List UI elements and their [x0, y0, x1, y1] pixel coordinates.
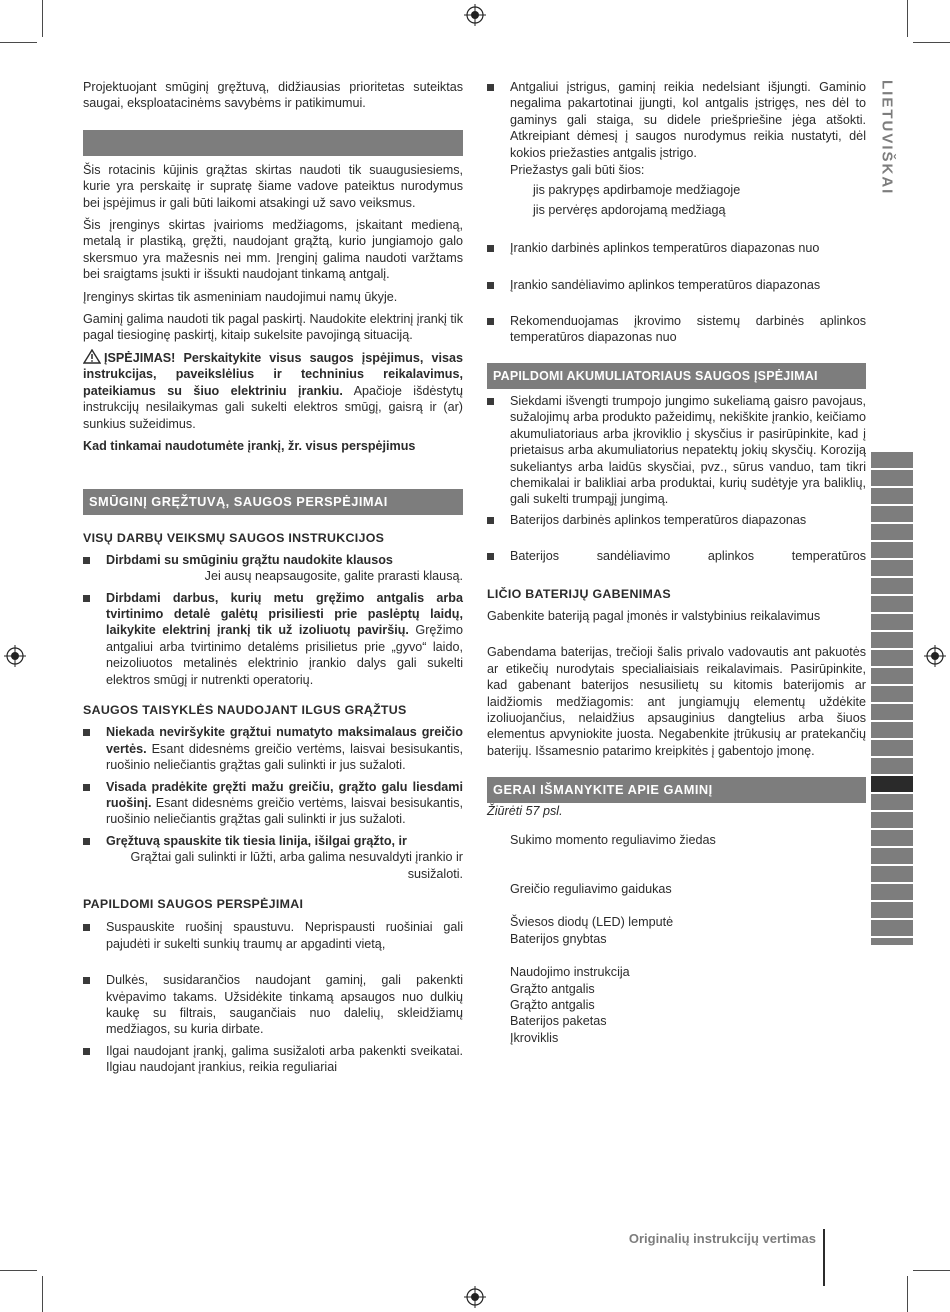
- causes-intro: Priežastys gali būti šios:: [510, 163, 645, 178]
- list-item-rest: Gręžimo antgaliui arba tvirtinimo detalėms prisilietus prie „gyvo“ laido, neizoliuotos metalinės elektrinio įrankio dalys gali sukelti elektros smūgį ir nutrenkti operatorių.: [106, 623, 463, 687]
- bullet-square-icon: [487, 282, 494, 289]
- list-item-bold: Niekada neviršykite grąžtui numatyto maksimalaus greičio vertės.: [106, 725, 463, 756]
- list-item-text: Baterijos sandėliavimo aplinkos temperatūros: [510, 549, 866, 564]
- part-item: Grąžto antgalis: [510, 981, 595, 996]
- list-item-rest: Esant didesnėms greičio vertėms, laisvai besisukantis, ruošinio neliečiantis grąžtas gali sulinkti ir jus sužaloti.: [106, 741, 463, 773]
- left-column: [83, 79, 463, 1076]
- part-item: Šviesos diodų (LED) lemputė: [510, 915, 674, 930]
- language-tab: [871, 524, 913, 541]
- list-item-text: Rekomenduojamas įkrovimo sistemų darbinės aplinkos temperatūros diapazonas nuo: [510, 314, 866, 345]
- list-item-text: Įrankio sandėliavimo aplinkos temperatūros diapazonas: [510, 277, 821, 292]
- list-item: [83, 972, 463, 1038]
- subheading-long-bits: SAUGOS TAISYKLĖS NAUDOJANT ILGUS GRĄŽTUS: [83, 702, 407, 717]
- bullet-square-icon: [83, 557, 90, 564]
- list-item-text: Antgaliui įstrigus, gaminį reikia nedelsiant išjungti. Gaminio negalima pakartotinai įjungti, kol antgalis įstrigęs, nes dėl to gaminys gali staiga, su didele priešpriešine jėga atšokti. Atkreipiant dėmesį į saugos nurodymus reikia nustatyti, dėl kokios priežasties antgalis įstrigo.: [510, 80, 866, 160]
- language-tab: [871, 758, 913, 775]
- crop-mark: [907, 1276, 908, 1312]
- list-item-bold: Visada pradėkite gręžti mažu greičiu, grąžto galu liesdami ruošinį.: [106, 779, 463, 810]
- language-tab: [871, 848, 913, 865]
- cause-item: jis pakrypęs apdirbamoje medžiagoje: [533, 183, 741, 198]
- list-item: [487, 277, 866, 293]
- bullet-square-icon: [487, 84, 494, 91]
- language-tab: [871, 866, 913, 883]
- part-item: Greičio reguliavimo gaidukas: [510, 882, 672, 896]
- side-language-text: LIETUVIŠKAI: [878, 80, 896, 196]
- language-tab: [871, 614, 913, 631]
- bullet-square-icon: [487, 553, 494, 560]
- crop-mark: [0, 1270, 37, 1271]
- transport-paragraph: Gabenkite bateriją pagal įmonės ir valstybinius reikalavimus: [487, 608, 821, 623]
- list-item-rest: Esant didesnėms greičio vertėms, laisvai besisukantis, ruošinio neliečiantis grąžtas gali sulinkti ir jus sužaloti.: [106, 796, 463, 827]
- language-tab: [871, 722, 913, 739]
- purpose-paragraph: Gaminį galima naudoti tik pagal paskirtį. Naudokite elektrinį įrankį tik pagal tiesioginę paskirtį, kitaip sukelsite pavojingą situaciją.: [83, 312, 463, 343]
- blank-section-header: [83, 130, 463, 156]
- language-tab: [871, 884, 913, 901]
- language-tab: [871, 938, 913, 946]
- language-tab: [871, 686, 913, 703]
- part-item: Baterijos gnybtas: [510, 931, 607, 946]
- language-tab: [871, 560, 913, 577]
- list-item: [83, 724, 463, 773]
- bullet-square-icon: [83, 924, 90, 931]
- language-tab: [871, 740, 913, 757]
- language-tab: [871, 596, 913, 613]
- registration-mark-icon: [464, 1286, 486, 1308]
- part-item: Grąžto antgalis: [510, 998, 595, 1013]
- language-tab: [871, 542, 913, 559]
- side-language-label: [872, 80, 912, 210]
- section-header-drill-safety: SMŪGINĮ GRĘŽTUVĄ, SAUGOS PERSPĖJIMAI: [83, 489, 463, 515]
- warning-bold: ĮSPĖJIMAS! Perskaitykite visus saugos įspėjimus, visas instrukcijas, paveikslėlius ir techninius reikalavimus, pateikiamus su šiuo elektriniu įrankiu.: [83, 350, 463, 398]
- section-header-battery-safety: PAPILDOMI AKUMULIATORIAUS SAUGOS ĮSPĖJIMAI: [487, 363, 866, 389]
- language-tab: [871, 488, 913, 505]
- keep-instructions: [83, 438, 463, 454]
- language-tab-active: [871, 776, 913, 793]
- language-tab: [871, 920, 913, 937]
- intro-paragraph: Projektuojant smūginį gręžtuvą, didžiausias prioritetas suteiktas saugai, eksploatacinėms savybėms ir patikimumui.: [83, 80, 463, 111]
- bullet-square-icon: [83, 729, 90, 736]
- bullet-square-icon: [83, 595, 90, 602]
- language-tab: [871, 668, 913, 685]
- registration-mark-icon: [464, 4, 486, 26]
- list-item-rest-line: [106, 849, 463, 882]
- intended-use-paragraph: Šis rotacinis kūjinis grąžtas skirtas naudoti tik suaugusiesiems, kurie yra perskaitę ir supratę šiame vadove pateiktus nurodymus bei įspėjimus ir gali būti laikomi atsakingi už savo veiksmus.: [83, 162, 463, 210]
- language-tab: [871, 812, 913, 829]
- list-item-text: Dulkės, susidarančios naudojant gaminį, gali pakenkti kvėpavimo takams. Užsidėkite tinkamą apsaugos nuo dulkių kaukę su filtrais, saugančiais nuo dalelių, skleidžiamų medžiagos, su kuria dirbate.: [106, 973, 463, 1037]
- keep-instructions-text: Kad tinkamai naudotumėte įrankį, žr. visus perspėjimus: [83, 438, 416, 453]
- crop-mark: [42, 1276, 43, 1312]
- bullet-square-icon: [487, 318, 494, 325]
- list-item: [83, 590, 463, 688]
- list-item: [83, 1043, 463, 1076]
- list-item: [487, 313, 866, 346]
- part-item: Įkroviklis: [510, 1030, 559, 1045]
- warning-rest: Apačioje išdėstytų instrukcijų nesilaikymas gali sukelti elektros smūgį, gaisrą ir (ar) sunkius sužeidimus.: [83, 383, 463, 431]
- language-tab: [871, 470, 913, 487]
- list-item: [83, 552, 463, 585]
- crop-mark: [907, 0, 908, 37]
- crop-mark: [42, 0, 43, 37]
- list-item-bold: Gręžtuvą spauskite tik tiesia linija, išilgai grąžto, ir: [106, 833, 407, 848]
- list-item-text: Siekdami išvengti trumpojo jungimo sukeliamą gaisro pavojaus, sužalojimų arba produkto pažeidimų, nekiškite įrankio, keičiamo akumuliatoriaus arba įkroviklio į skysčius ir pasirūpinkite, kad į prietaisus arba akumuliatorius nepatektų jokių skysčių. Koroziją sukeliantys arba laidūs skysčiai, pvz., sūrus vanduo, tam tikri chemikalai ir balikliai arba produktai, kurių sudėtyje yra baliklių, gali sukelti trumpąjį jungimą.: [510, 393, 866, 507]
- language-tab: [871, 452, 913, 469]
- list-item: [83, 833, 463, 882]
- list-item-rest: Grąžtai gali sulinkti ir lūžti, arba galima nesuvaldyti įrankio ir susižaloti.: [130, 850, 463, 881]
- language-tab: [871, 902, 913, 919]
- registration-mark-icon: [924, 645, 946, 667]
- cause-item: jis pervėręs apdorojamą medžiagą: [533, 202, 726, 217]
- list-item: [83, 779, 463, 828]
- bullet-square-icon: [83, 838, 90, 845]
- subheading-all-operations: VISŲ DARBŲ VEIKSMŲ SAUGOS INSTRUKCIJOS: [83, 531, 385, 546]
- language-tab: [871, 506, 913, 523]
- subheading-additional-safety: PAPILDOMI SAUGOS PERSPĖJIMAI: [83, 897, 304, 912]
- warning-paragraph: [83, 349, 463, 432]
- list-item: [487, 512, 866, 528]
- list-item: [83, 919, 463, 952]
- materials-paragraph: Šis įrenginys skirtas įvairioms medžiagoms, įskaitant medieną, metalą ir plastiką, gręžti, naudojant grąžtą, kurio jungiamojo galo skersmuo yra mažesnis nei mm. Įrenginį galima naudoti varžtams bei sraigtams įsukti ir išsukti naudojant tinkamą antgalį.: [83, 218, 463, 282]
- language-tab: [871, 830, 913, 847]
- list-item-text: Suspauskite ruošinį spaustuvu. Neprispausti ruošiniai gali pajudėti ir sukelti sunkių traumų ar apgadinti vietą,: [106, 920, 463, 951]
- see-page-reference: Žiūrėti 57 psl.: [487, 804, 563, 819]
- bullet-square-icon: [83, 784, 90, 791]
- language-tab: [871, 650, 913, 667]
- list-item-bold: Dirbdami darbus, kurių metu gręžimo antgalis arba tvirtinimo detalė galėtų prisiliesti prie paslėptų laidų, laikykite elektrinį įrankį tik už izoliuotų paviršių.: [106, 590, 463, 638]
- list-item: [487, 548, 866, 564]
- bullet-square-icon: [83, 977, 90, 984]
- list-item: [487, 393, 866, 508]
- transport-details-paragraph: Gabendama baterijas, trečioji šalis privalo vadovautis ant pakuotės ar etikečių nurodytais specialiaisiais reikalavimais. Pasirūpinkite, kad gabenant baterijos nesusilietų su kitomis baterijomis ar laidžiomis medžiagomis: ant jungiamųjų elementų uždėkite izoliuojančius, nelaidžius apsauginius dangtelius arba šiuos elementus apvyniokite juosta. Negabenkite įtrūkusių ar pratekančių baterijų. Išsamesnio patarimo kreipkitės į gabentojo įmonę.: [487, 645, 866, 758]
- language-tab: [871, 794, 913, 811]
- crop-mark: [913, 42, 950, 43]
- part-item: Sukimo momento reguliavimo žiedas: [510, 832, 716, 847]
- section-header-product-overview: GERAI IŠMANYKITE APIE GAMINĮ: [487, 777, 866, 803]
- registration-mark-icon: [4, 645, 26, 667]
- right-column: [487, 79, 866, 1046]
- household-paragraph: Įrenginys skirtas tik asmeniniam naudojimui namų ūkyje.: [83, 289, 398, 304]
- bullet-square-icon: [83, 1048, 90, 1055]
- language-tab: [871, 578, 913, 595]
- crop-mark: [913, 1270, 950, 1271]
- part-item: Baterijos paketas: [510, 1014, 607, 1029]
- list-item-text: Baterijos darbinės aplinkos temperatūros diapazonas: [510, 512, 807, 527]
- bullet-square-icon: [487, 398, 494, 405]
- footer-divider: [823, 1229, 825, 1286]
- footer-text: Originalių instrukcijų vertimas: [628, 1231, 816, 1246]
- subheading-lithium-transport: LIČIO BATERIJŲ GABENIMAS: [487, 586, 671, 601]
- language-tab: [871, 632, 913, 649]
- bullet-square-icon: [487, 245, 494, 252]
- list-item-text: Įrankio darbinės aplinkos temperatūros diapazonas nuo: [510, 241, 820, 256]
- bullet-square-icon: [487, 517, 494, 524]
- language-tab: [871, 704, 913, 721]
- list-item: [487, 240, 866, 256]
- part-item: Naudojimo instrukcija: [510, 965, 630, 980]
- list-item-rest: Jei ausų neapsaugosite, galite prarasti klausą.: [204, 569, 463, 584]
- list-item-bold: Dirbdami su smūginiu grąžtu naudokite klausos: [106, 552, 393, 567]
- warning-triangle-icon: [83, 349, 101, 364]
- list-item: [487, 79, 866, 161]
- crop-mark: [0, 42, 37, 43]
- list-item-text: Ilgai naudojant įrankį, galima susižaloti arba pakenkti sveikatai. Ilgiau naudojant įrankius, reikia reguliariai: [106, 1043, 463, 1075]
